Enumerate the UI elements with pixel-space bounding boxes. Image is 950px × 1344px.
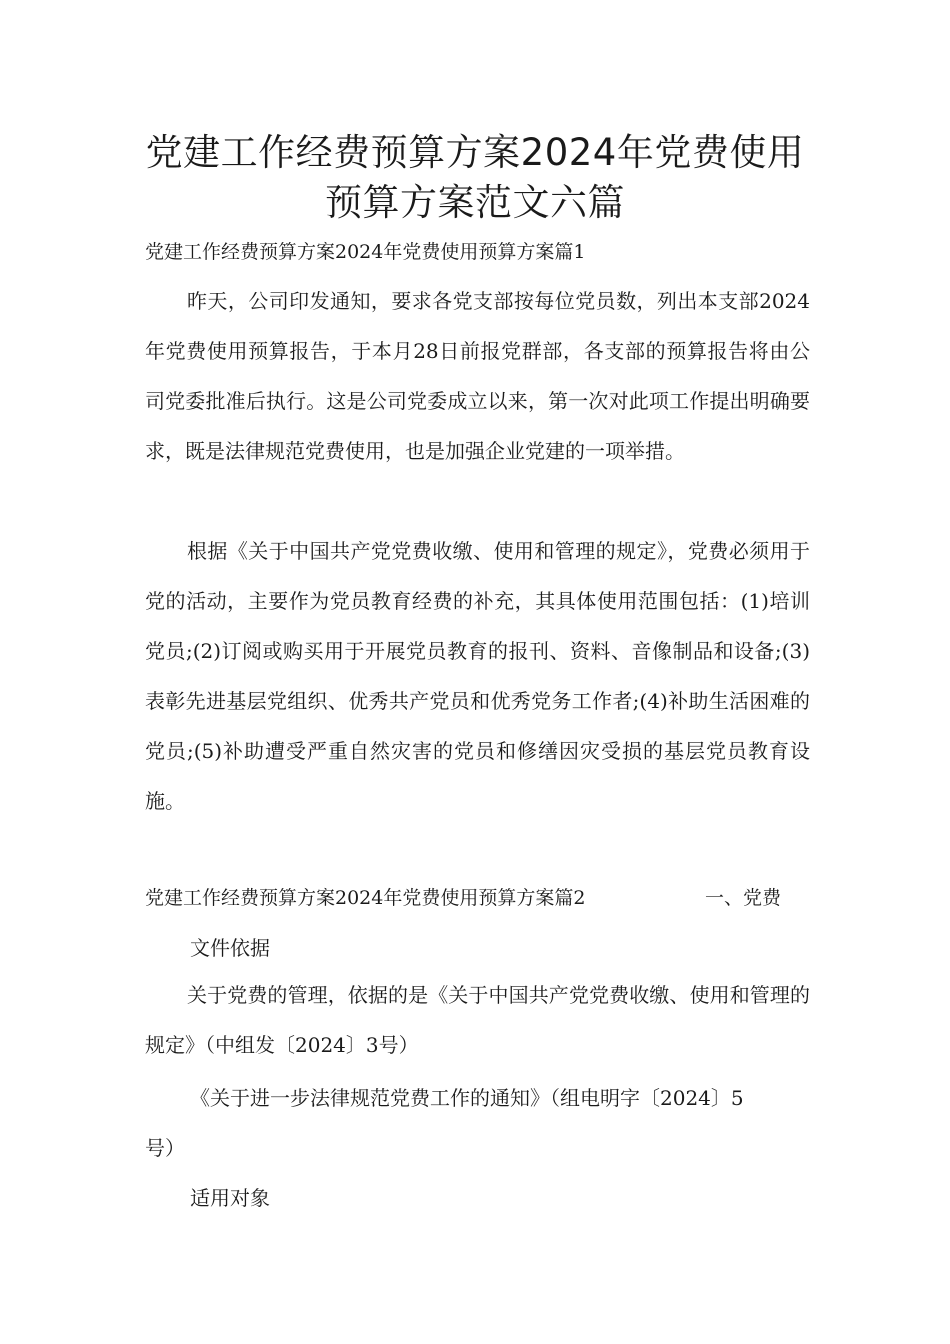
section-1-paragraph-1: 昨天，公司印发通知，要求各党支部按每位党员数，列出本支部2024年党费使用预算报告，于本月28日前报党群部，各支部的预算报告将由公司党委批准后执行。这是公司党委成立以来，第一次对此项工作提出明确要求，既是法律规范党费使用，也是加强企业党建的一项举措。 xyxy=(145,289,810,463)
section-2-subheading-part-1: 一、党费 xyxy=(705,887,782,909)
section-2-paragraph-3: 适用对象 xyxy=(190,1186,270,1210)
section-1-paragraph-2: 根据《关于中国共产党党费收缴、使用和管理的规定》，党费必须用于党的活动，主要作为党员教育经费的补充，其具体使用范围包括：(1)培训党员;(2)订阅或购买用于开展党员教育的报刊、资料、音像制品和设备;(3)表彰先进基层党组织、优秀共产党员和优秀党务工作者;(4)补助生活困难的党员;(5)补助遭受严重自然灾害的党员和修缮因灾受损的基层党员教育设施。 xyxy=(145,539,810,813)
section-2-heading: 党建工作经费预算方案2024年党费使用预算方案篇2 xyxy=(145,887,586,909)
section-2-paragraph-1: 关于党费的管理，依据的是《关于中国共产党党费收缴、使用和管理的规定》（中组发〔2024〕3号） xyxy=(145,983,810,1057)
section-1-heading: 党建工作经费预算方案2024年党费使用预算方案篇1 xyxy=(145,241,586,263)
document-title: 党建工作经费预算方案2024年党费使用预算方案范文六篇 xyxy=(145,131,805,224)
section-2-paragraph-2-line-2: 号） xyxy=(145,1136,185,1160)
section-2-paragraph-2-line-1: 《关于进一步法律规范党费工作的通知》（组电明字〔2024〕5 xyxy=(190,1086,744,1110)
section-2-subheading-part-2: 文件依据 xyxy=(190,936,270,960)
